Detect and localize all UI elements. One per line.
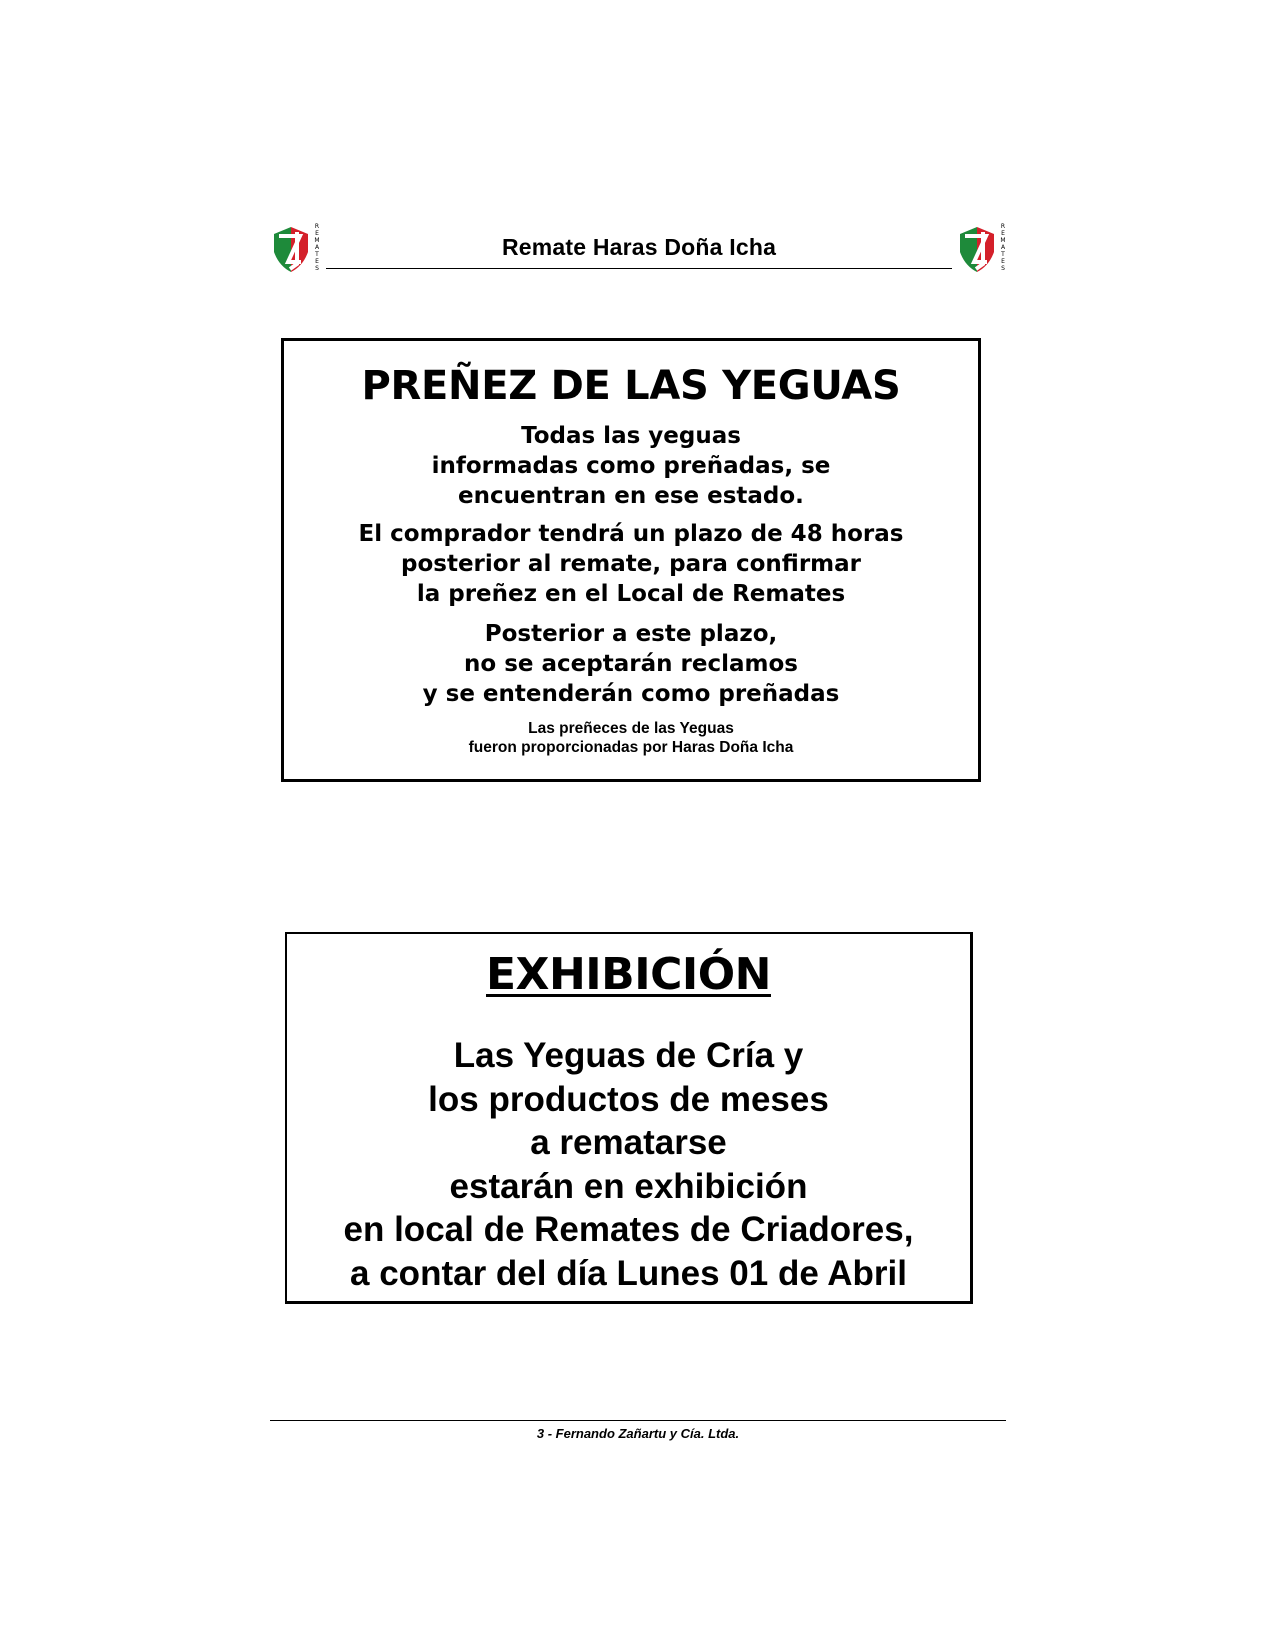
svg-text:A: A [1000, 244, 1006, 251]
svg-text:E: E [1001, 230, 1005, 237]
text-line: los productos de meses [428, 1079, 829, 1119]
pregnancy-title: PREÑEZ DE LAS YEGUAS [361, 363, 901, 409]
text-line: Posterior a este plazo, [484, 621, 778, 647]
svg-text:R: R [314, 223, 320, 230]
footer-divider [270, 1420, 1006, 1421]
exhibition-title-text: EXHIBICIÓN [486, 949, 771, 1000]
svg-text:T: T [1001, 251, 1005, 258]
svg-text:E: E [1001, 258, 1005, 265]
company-logo-right [956, 222, 1008, 278]
pregnancy-source-note [284, 719, 978, 757]
text-line: a rematarse [530, 1123, 727, 1162]
svg-text:M: M [314, 237, 320, 244]
text-line: fueron proporcionadas por Haras Doña Icha [468, 739, 794, 756]
text-line: El comprador tendrá un plazo de 48 horas [358, 521, 904, 547]
page-header [270, 222, 1008, 278]
pregnancy-paragraph-3 [284, 619, 978, 709]
text-line: encuentran en ese estado. [458, 483, 804, 509]
svg-text:T: T [315, 251, 319, 258]
header-title: Remate Haras Doña Icha [501, 234, 777, 260]
pregnancy-notice-box [281, 338, 981, 782]
text-line: la preñez en el Local de Remates [416, 581, 846, 607]
pregnancy-paragraph-1 [284, 421, 978, 511]
text-line: posterior al remate, para confirmar [401, 551, 861, 577]
svg-text:R: R [1000, 223, 1006, 230]
svg-text:E: E [315, 258, 319, 265]
text-line: a contar del día Lunes 01 de Abril [350, 1253, 907, 1293]
text-line: Las preñeces de las Yeguas [528, 720, 734, 737]
text-line: Las Yeguas de Cría y [453, 1036, 804, 1075]
company-logo-left [270, 222, 322, 278]
exhibition-notice-box [285, 932, 973, 1304]
header-divider [326, 268, 952, 269]
svg-text:S: S [315, 265, 319, 272]
svg-text:E: E [315, 230, 319, 237]
text-line: informadas como preñadas, se [431, 453, 831, 479]
text-line: no se aceptarán reclamos [464, 651, 798, 677]
text-line: Todas las yeguas [521, 423, 741, 449]
svg-text:S: S [1001, 265, 1005, 272]
svg-text:M: M [1000, 237, 1006, 244]
zj-remates-logo-icon [956, 222, 1008, 278]
page-footer: 3 - Fernando Zañartu y Cía. Ltda. [536, 1426, 740, 1441]
text-line: estarán en exhibición [449, 1166, 808, 1206]
zj-remates-logo-icon [270, 222, 322, 278]
pregnancy-paragraph-2 [284, 519, 978, 609]
exhibition-body [287, 1034, 970, 1295]
text-line: y se entenderán como preñadas [422, 681, 840, 707]
exhibition-title [287, 949, 970, 1000]
svg-text:A: A [314, 244, 320, 251]
text-line: en local de Remates de Criadores, [343, 1210, 914, 1249]
